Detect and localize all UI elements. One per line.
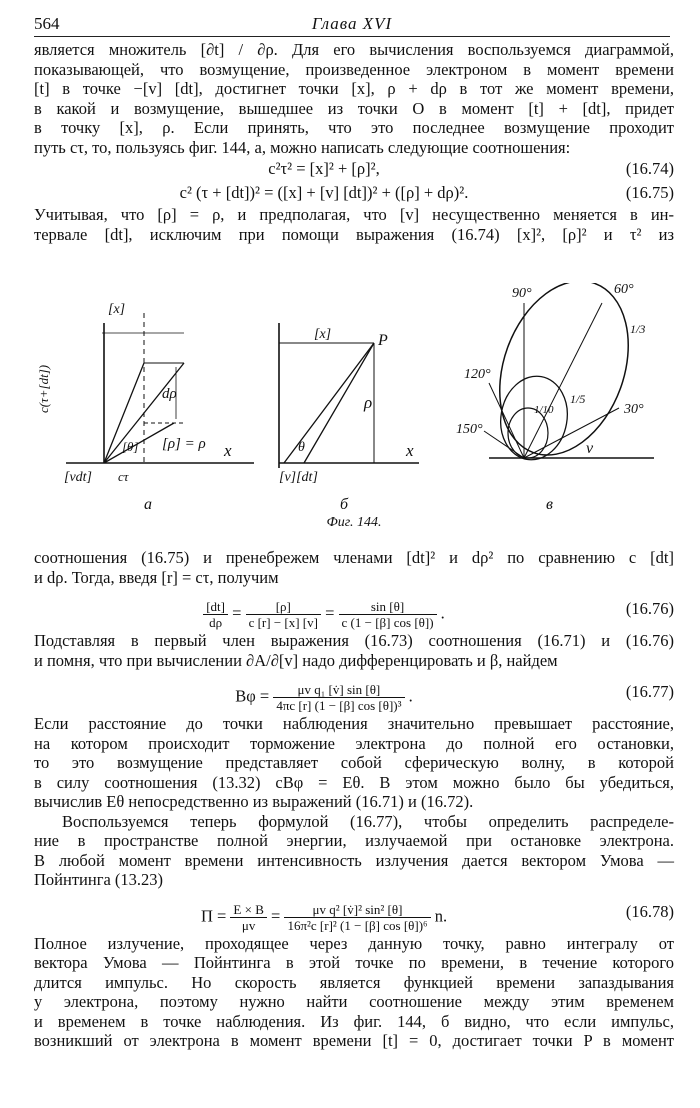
panel-c-tag: в	[546, 496, 553, 513]
panel-b-label-vdt: [v][dt]	[279, 470, 318, 485]
equation-16-76	[34, 587, 674, 631]
text-line: тервале [dt], исключим при помощи выражения (16.74) [x]², [ρ]² и τ² из	[34, 224, 674, 244]
text-line: Пойнтинга (13.23)	[34, 870, 164, 889]
panel-c-label-30: 30°	[624, 402, 644, 417]
equation-formula	[34, 902, 614, 933]
text-line: Подставляя в первый член выражения (16.73) соотношения (16.71) и (16.76)	[34, 631, 674, 650]
panel-a-label-ctdt: c(τ+[dt])	[36, 364, 51, 413]
panel-b-label-theta: θ	[298, 440, 305, 455]
fraction-numerator: μv q² [v̇]² sin² [θ]	[284, 902, 430, 918]
text-line: Полное излучение, проходящее через данную точку, равно интегралу от	[34, 933, 674, 953]
text-line: путь cτ, то, пользуясь фиг. 144, a, можно написать следующие соотношения:	[34, 137, 571, 157]
panel-b	[279, 323, 419, 513]
equation-number: (16.78)	[625, 901, 674, 921]
text-line: показывающей, что возмущение, произведенное электроном в момент времени	[34, 59, 674, 79]
text-line: В любой момент времени интенсивность излучения дается вектором Умова —	[34, 850, 674, 870]
text-line: в силу соотношения (13.32) cBφ = Eθ. В этом можно было бы убедиться,	[34, 772, 674, 792]
equation-16-78	[34, 890, 674, 934]
header-rule	[34, 36, 670, 37]
equation-lhs: Bφ =	[235, 686, 270, 706]
equation-16-74	[34, 157, 674, 181]
panel-a-label-drho: dρ	[162, 386, 177, 402]
equation-16-77	[34, 670, 674, 714]
fraction	[339, 599, 437, 630]
text-line: то это возмущение представляет собой сферическую волну, в которой	[34, 753, 674, 772]
fraction-denominator: μv	[241, 917, 256, 933]
equation-lhs: Π =	[200, 905, 227, 925]
equation-number: (16.74)	[625, 159, 674, 178]
panel-c-label-one-tenth: 1/10	[534, 404, 554, 416]
panel-b-label-axis-x: x	[406, 441, 414, 460]
fraction	[273, 682, 404, 713]
panel-b-tag: б	[340, 496, 349, 513]
panel-a-label-rho-eq: [ρ] = ρ	[162, 436, 206, 452]
text-line: [t] в точке −[v] [dt], достигнет точки [x], ρ + dρ в тот же момент времени,	[34, 79, 674, 98]
panel-c-label-v: v	[586, 440, 594, 457]
equation-formula	[34, 682, 614, 713]
text-line: Воспользуемся теперь формулой (16.77), чтобы определить распределе-	[62, 811, 674, 831]
panel-c-label-90: 90°	[512, 286, 532, 301]
panel-c	[456, 283, 654, 513]
equation-formula: c² (τ + [dt])² = ([x] + [v] [dt])² + ([ρ] + dρ)².	[179, 183, 469, 202]
period: .	[440, 603, 445, 623]
running-title: Глава XVI	[311, 14, 393, 33]
panel-b-label-x-bracket: [x]	[314, 327, 332, 342]
text-line: и помня, что при вычислении ∂A/∂[v] надо дифференцировать и β, найдем	[34, 650, 558, 670]
fraction	[246, 599, 321, 630]
text-column-bottom	[34, 548, 674, 1051]
fraction-denominator: 4πc [r] (1 − [β] cos [θ])³	[276, 698, 402, 713]
fraction-numerator: [ρ]	[246, 599, 321, 615]
panel-a-tag: a	[144, 496, 152, 513]
panel-a	[36, 302, 254, 513]
equation-16-75	[34, 181, 674, 205]
panel-a-label-theta: [θ]	[122, 439, 139, 454]
equation-formula: c²τ² = [x]² + [ρ]²,	[268, 159, 380, 178]
equals-sign: =	[325, 603, 335, 623]
equation-number: (16.75)	[625, 183, 674, 202]
panel-c-label-150: 150°	[456, 422, 483, 437]
fraction-numerator: E × B	[230, 902, 266, 918]
fraction-numerator: sin [θ]	[339, 599, 437, 615]
page-number: 564	[34, 14, 60, 33]
fraction	[203, 599, 228, 630]
panel-c-label-one-third: 1/3	[630, 322, 646, 336]
equals-sign: =	[232, 603, 242, 623]
panel-c-label-60: 60°	[614, 283, 634, 297]
figure-caption: Фиг. 144.	[326, 515, 382, 530]
equation-formula	[34, 599, 614, 630]
panel-a-label-x-bracket: [x]	[108, 302, 126, 317]
text-line: у электрона, поэтому нужно найти соотношение между этим временем	[34, 992, 674, 1011]
fraction-denominator: dρ	[209, 615, 223, 630]
equals-sign: =	[271, 905, 281, 925]
text-line: ние в пространстве полной энергии, излучаемой при остановке электрона.	[34, 831, 674, 850]
fraction-numerator: μv q₁ [v̇] sin [θ]	[273, 682, 404, 698]
fraction-denominator: 16π²c [r]² (1 − [β] cos [θ])⁶	[287, 917, 428, 933]
text-line: в какой и возмущение, вышедшее из точки O в момент [t] + [dt], придет	[34, 98, 674, 118]
text-line: на котором происходит торможение электрона до полной его остановки,	[34, 733, 674, 753]
equation-number: (16.77)	[625, 682, 674, 701]
panel-c-label-one-fifth: 1/5	[570, 392, 586, 406]
vector-n: n.	[434, 905, 448, 925]
panel-b-label-P: P	[378, 332, 388, 349]
fraction	[284, 902, 430, 933]
figure-drawing	[34, 283, 674, 523]
text-column-top	[34, 40, 674, 244]
equation-number: (16.76)	[625, 599, 674, 618]
panel-a-label-vdt: [vdt]	[64, 470, 92, 485]
text-line: возникший от электрона в момент времени [t] = 0, достигает точки P в момент	[34, 1031, 674, 1050]
text-line: Учитывая, что [ρ] = ρ, и предполагая, что [v] несущественно меняется в ин-	[34, 205, 674, 224]
panel-a-label-ct: cτ	[118, 469, 129, 484]
period: .	[408, 686, 413, 706]
panel-a-label-axis-x: x	[224, 441, 232, 460]
text-line: вычислив Eθ непосредственно из выражений (16.71) и (16.72).	[34, 792, 474, 811]
text-line: вектора Умова — Пойнтинга в этой точке по времени, в течение которого	[34, 953, 674, 972]
figure-144	[34, 283, 674, 543]
panel-c-label-120: 120°	[464, 367, 491, 382]
text-line: и dρ. Тогда, введя [r] = cτ, получим	[34, 567, 279, 587]
panel-b-label-rho: ρ	[364, 393, 373, 412]
page-header	[34, 14, 670, 38]
text-line: в точку [x], ρ. Если принять, что это последнее возмущение проходит	[34, 118, 674, 137]
fraction-denominator: c [r] − [x] [v]	[248, 615, 318, 630]
text-line: и временем в точке наблюдения. Из фиг. 144, б видно, что если импульс,	[34, 1011, 674, 1031]
fraction	[230, 902, 266, 933]
text-line: соотношения (16.75) и пренебрежем членами [dt]² и dρ² по сравнению с [dt]	[34, 548, 674, 567]
text-line: длится импульс. Но скорость является функцией времени запаздывания	[34, 972, 674, 992]
text-line: Если расстояние до точки наблюдения значительно превышает расстояние,	[34, 714, 674, 733]
fraction-denominator: c (1 − [β] cos [θ])	[341, 615, 434, 630]
text-line: является множитель [∂t] / ∂ρ. Для его вычисления воспользуемся диаграммой,	[34, 40, 674, 59]
fraction-numerator: [dt]	[203, 599, 228, 615]
